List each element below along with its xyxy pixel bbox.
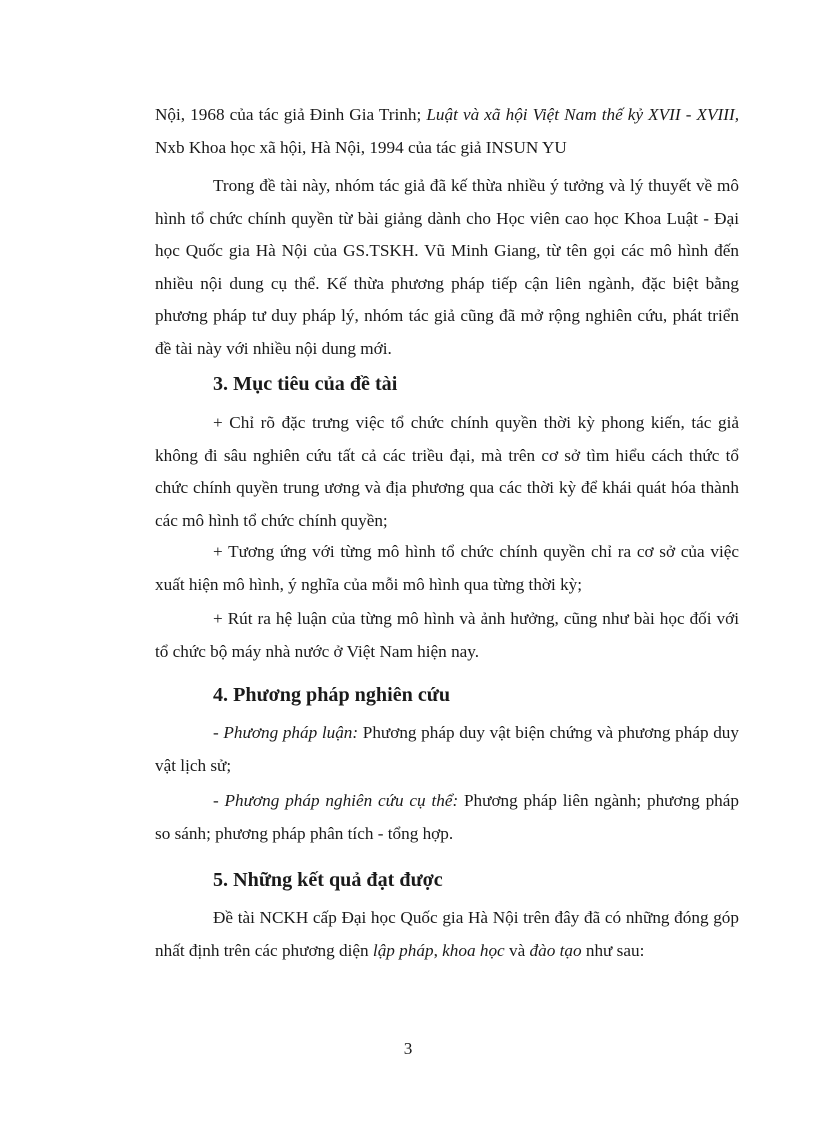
page-number: 3: [403, 1039, 413, 1058]
objective-item: + Chỉ rõ đặc trưng việc tổ chức chính quyền thời kỳ phong kiến, tác giả không đi sâu nghiên cứu tất cả các triều đại, mà trên cơ sở tìm hiểu cách thức tổ chức chính quyền trung ương và địa phương qua các thời kỳ để khái quát hóa thành các mô hình tổ chức chính quyền;: [155, 413, 739, 530]
method-item: - Phương pháp nghiên cứu cụ thể: Phương pháp liên ngành; phương pháp so sánh; phương pháp phân tích - tổng hợp.: [155, 791, 739, 843]
objective-item: + Tương ứng với từng mô hình tổ chức chính quyền chỉ ra cơ sở của việc xuất hiện mô hình, ý nghĩa của mỗi mô hình qua từng thời kỳ;: [155, 542, 739, 594]
section-5-heading: 5. Những kết quả đạt được: [213, 869, 443, 891]
method-item: - Phương pháp luận: Phương pháp duy vật biện chứng và phương pháp duy vật lịch sử;: [155, 723, 739, 775]
section-4-heading: 4. Phương pháp nghiên cứu: [213, 684, 451, 706]
inheritance-paragraph: Trong đề tài này, nhóm tác giả đã kế thừa nhiều ý tưởng và lý thuyết về mô hình tổ chức chính quyền từ bài giảng dành cho Học viên cao học Khoa Luật - Đại học Quốc gia Hà Nội của GS.TSKH. Vũ Minh Giang, từ tên gọi các mô hình đến nhiều nội dung cụ thể. Kế thừa phương pháp tiếp cận liên ngành, đặc biệt bằng phương pháp tư duy pháp lý, nhóm tác giả cũng đã mở rộng nghiên cứu, phát triển đề tài này với nhiều nội dung mới.: [155, 176, 739, 358]
objective-item: + Rút ra hệ luận của từng mô hình và ảnh hưởng, cũng như bài học đối với tổ chức bộ máy nhà nước ở Việt Nam hiện nay.: [155, 609, 739, 661]
section-3-heading: 3. Mục tiêu của đề tài: [213, 373, 398, 395]
intro-paragraph: Nội, 1968 của tác giả Đinh Gia Trinh; Luật và xã hội Việt Nam thế kỷ XVII - XVIII, Nxb Khoa học xã hội, Hà Nội, 1994 của tác giả INSUN YU: [155, 105, 739, 157]
results-paragraph: Đề tài NCKH cấp Đại học Quốc gia Hà Nội trên đây đã có những đóng góp nhất định trên các phương diện lập pháp, khoa học và đào tạo như sau:: [155, 908, 739, 960]
